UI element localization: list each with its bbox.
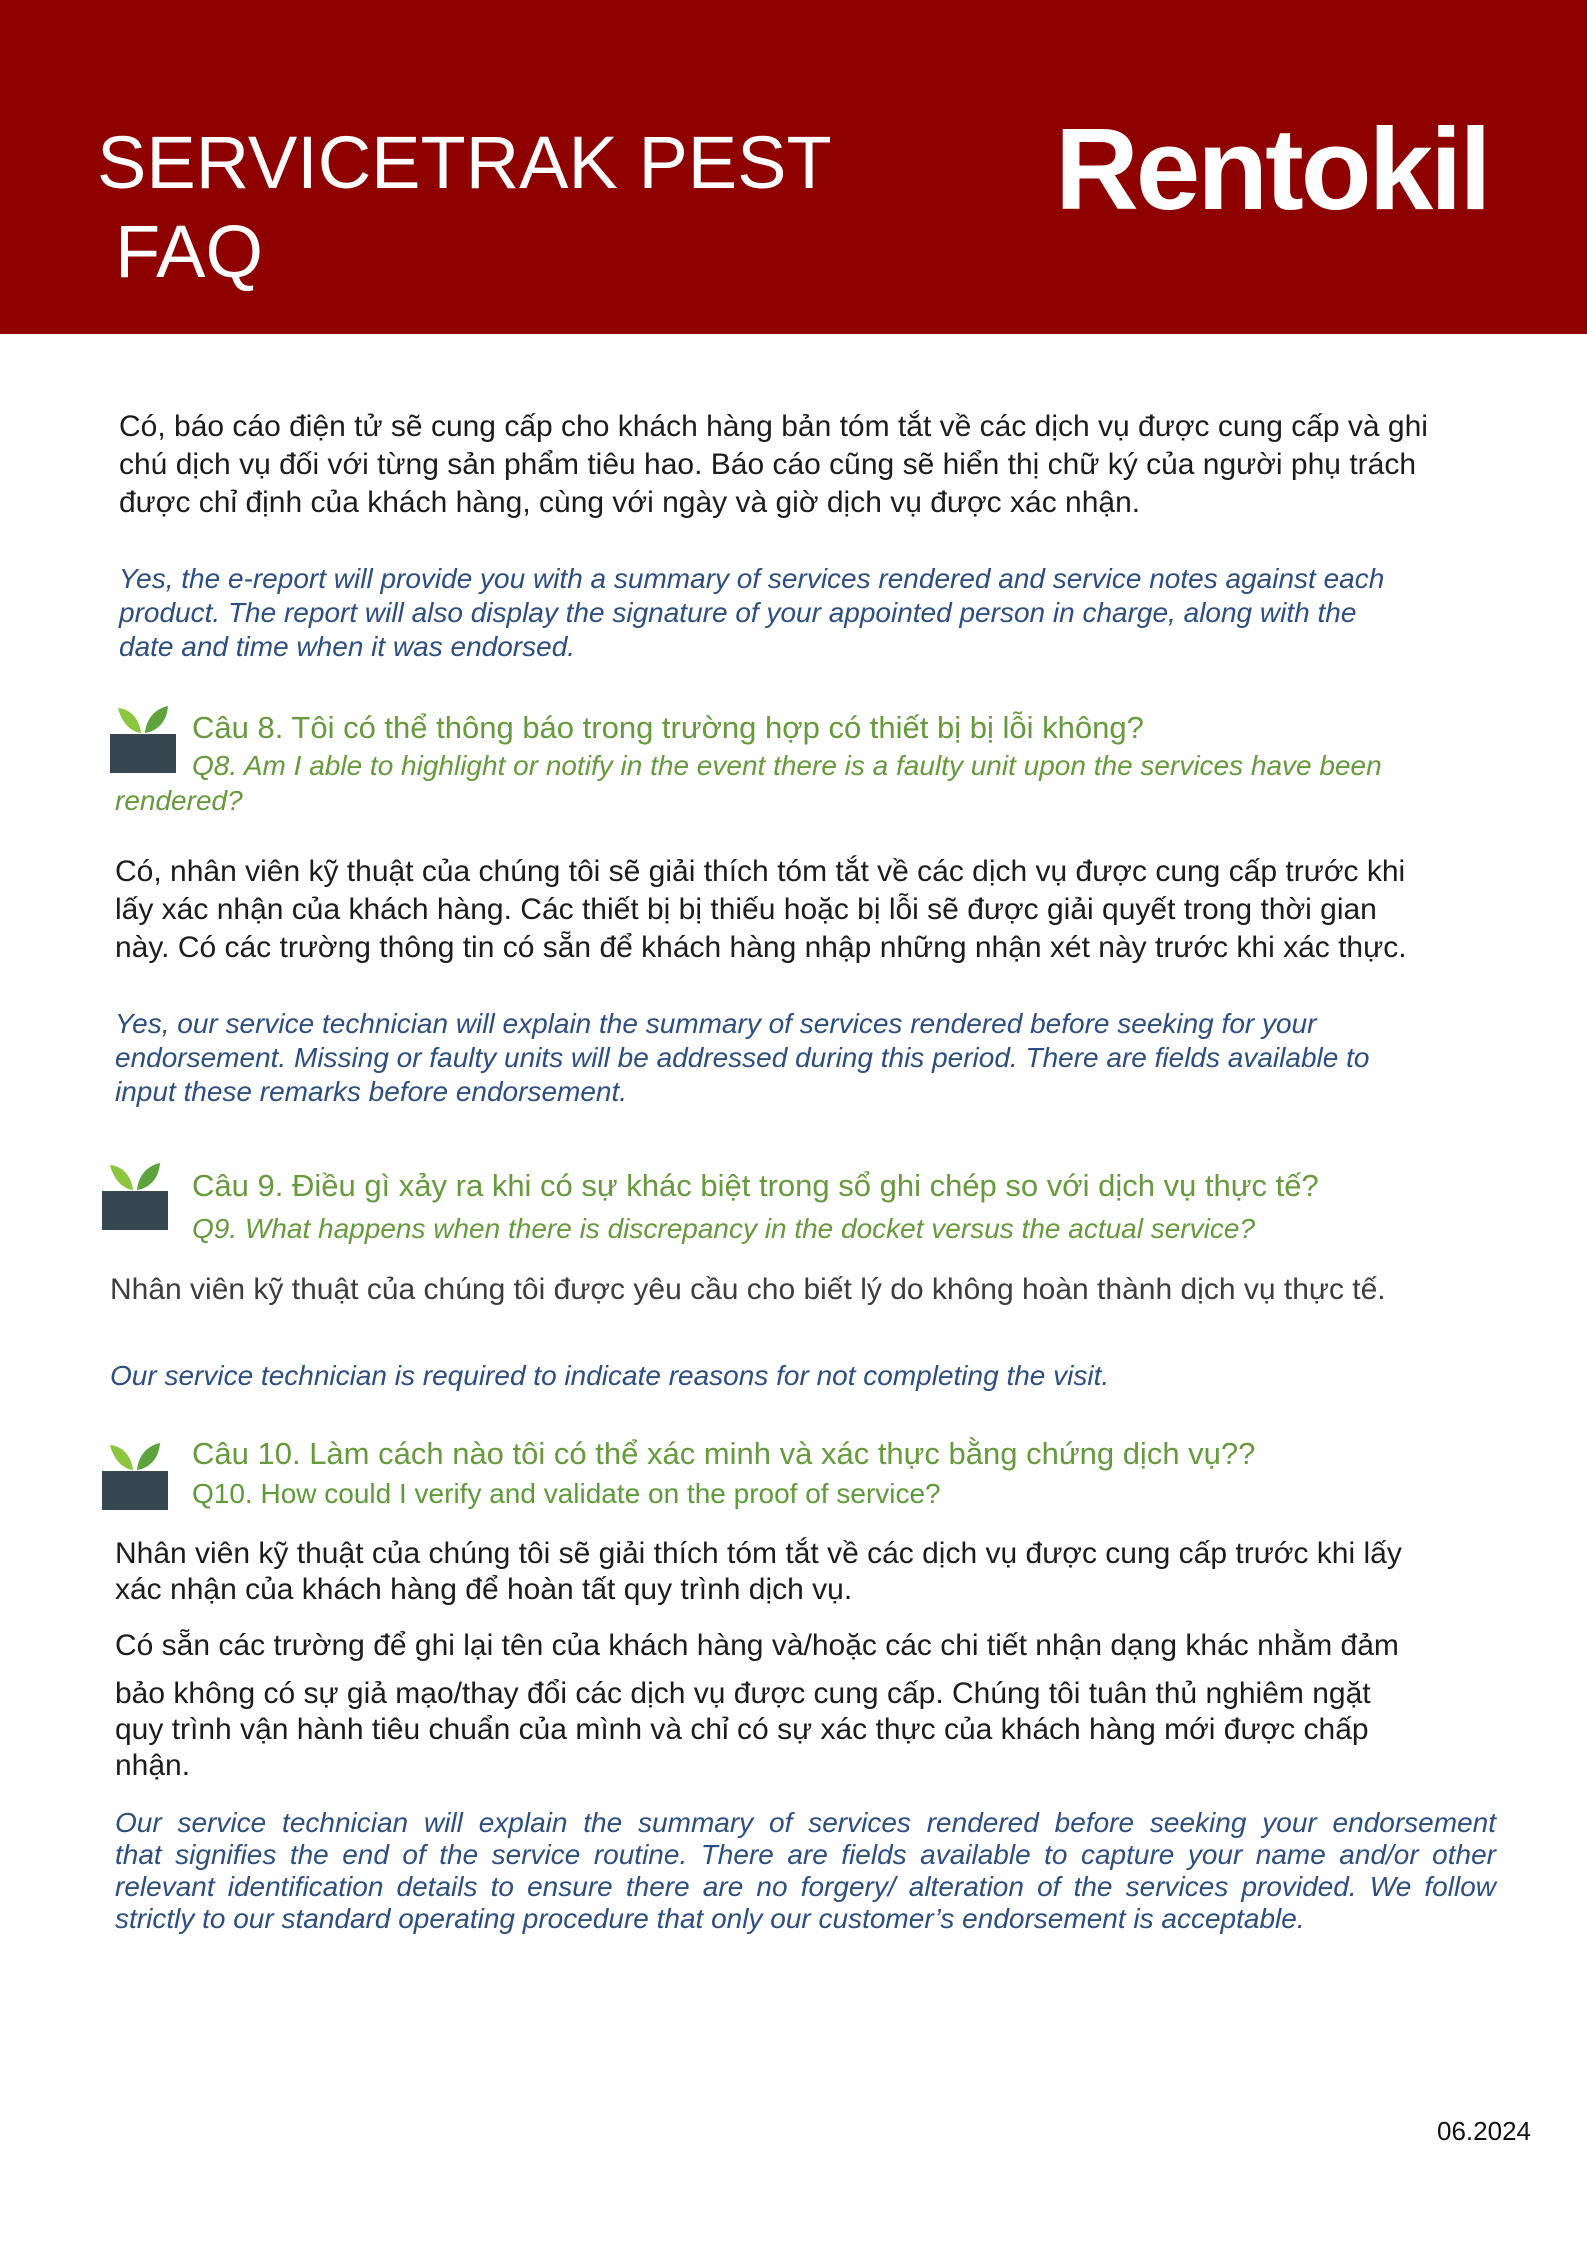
answer-line: Yes, the e-report will provide you with a summary of services rendered and service notes against each (119, 563, 1385, 594)
sprout-icon (102, 1157, 168, 1230)
answer-line: endorsement. Missing or faulty units will be addressed during this period. There are fields available to (115, 1042, 1370, 1073)
icon-base (102, 1471, 168, 1510)
answer-8-en (115, 1007, 1369, 1109)
answer-10-vi-part-1 (115, 1536, 1402, 1608)
sprout-icon (102, 1437, 168, 1510)
answer-9-vi (110, 1271, 1386, 1309)
answer-line: bảo không có sự giả mạo/thay đổi các dịch vụ được cung cấp. Chúng tôi tuân thủ nghiêm ngặt (115, 1677, 1371, 1710)
answer-line: that signifies the end of the service routine. There are fields available to capture your name and/or other (115, 1839, 1496, 1870)
icon-base (110, 734, 176, 773)
answer-line: Our service technician is required to indicate reasons for not completing the visit. (110, 1360, 1110, 1391)
answer-line: chú dịch vụ đối với từng sản phẩm tiêu hao. Báo cáo cũng sẽ hiển thị chữ ký của người phụ trách (119, 448, 1417, 481)
answer-line: input these remarks before endorsement. (115, 1076, 628, 1107)
answer-line: quy trình vận hành tiêu chuẩn của mình và chỉ có sự xác thực của khách hàng mới được chấp (115, 1713, 1369, 1746)
answer-line: Có, nhân viên kỹ thuật của chúng tôi sẽ giải thích tóm tắt về các dịch vụ được cung cấp trước khi (115, 855, 1406, 888)
page-title-line-2: FAQ (115, 210, 264, 293)
question-9-vi: Câu 9. Điều gì xảy ra khi có sự khác biệt trong sổ ghi chép so với dịch vụ thực tế? (192, 1168, 1319, 1203)
answer-line: Có, báo cáo điện tử sẽ cung cấp cho khách hàng bản tóm tắt về các dịch vụ được cung cấp và ghi (119, 410, 1428, 443)
answer-10-vi-part-2 (115, 1628, 1399, 1784)
answer-line: được chỉ định của khách hàng, cùng với ngày và giờ dịch vụ được xác nhận. (119, 486, 1141, 519)
question-8-en-line-1: Q8. Am I able to highlight or notify in the event there is a faulty unit upon the services have been (192, 750, 1382, 781)
header-banner (0, 0, 1587, 334)
q7-answer-en (119, 562, 1384, 664)
answer-9-en (110, 1359, 1109, 1393)
answer-line: nhận. (115, 1749, 191, 1782)
answer-line: Yes, our service technician will explain the summary of services rendered before seeking for your (115, 1008, 1317, 1039)
leaf-left (118, 708, 141, 733)
answer-line: Our service technician will explain the summary of services rendered before seeking your endorsement (115, 1807, 1496, 1838)
sprout-icon (110, 700, 176, 773)
question-9-en: Q9. What happens when there is discrepancy in the docket versus the actual service? (192, 1213, 1256, 1244)
leaf-right (137, 1163, 160, 1190)
page-title-line-1: SERVICETRAK PEST (97, 121, 832, 204)
answer-8-vi (115, 853, 1407, 967)
answer-line: lấy xác nhận của khách hàng. Các thiết bị bị thiếu hoặc bị lỗi sẽ được giải quyết trong thời gian (115, 893, 1377, 926)
answer-line: product. The report will also display the signature of your appointed person in charge, along with the (119, 597, 1357, 628)
question-10-vi: Câu 10. Làm cách nào tôi có thể xác minh và xác thực bằng chứng dịch vụ?? (192, 1436, 1256, 1471)
answer-line: strictly to our standard operating procedure that only our customer’s endorsement is acceptable. (115, 1903, 1305, 1934)
answer-line: date and time when it was endorsed. (119, 631, 576, 662)
answer-line: này. Có các trường thông tin có sẵn để khách hàng nhập những nhận xét này trước khi xác thực. (115, 931, 1407, 964)
leaf-right (137, 1443, 160, 1470)
answer-line: relevant identification details to ensure there are no forgery/ alteration of the services provided. We follow (115, 1871, 1496, 1902)
question-10-en: Q10. How could I verify and validate on the proof of service? (192, 1478, 941, 1509)
question-8-en-line-2: rendered? (115, 785, 243, 816)
answer-line: xác nhận của khách hàng để hoàn tất quy trình dịch vụ. (115, 1573, 853, 1606)
leaf-right (145, 706, 168, 733)
document-date: 06.2024 (1437, 2116, 1531, 2146)
answer-line: Nhân viên kỹ thuật của chúng tôi sẽ giải thích tóm tắt về các dịch vụ được cung cấp trước khi lấy (115, 1537, 1402, 1570)
icon-base (102, 1191, 168, 1230)
question-8-vi: Câu 8. Tôi có thể thông báo trong trường hợp có thiết bị bị lỗi không? (192, 710, 1144, 745)
leaf-left (110, 1445, 133, 1470)
rentokil-logo: Rentokil (1055, 104, 1489, 234)
leaf-left (110, 1165, 133, 1190)
answer-10-en (115, 1807, 1496, 1935)
q7-answer-vi (119, 408, 1428, 522)
answer-line: Nhân viên kỹ thuật của chúng tôi được yêu cầu cho biết lý do không hoàn thành dịch vụ thực tế. (110, 1273, 1386, 1306)
answer-line: Có sẵn các trường để ghi lại tên của khách hàng và/hoặc các chi tiết nhận dạng khác nhằm đảm (115, 1629, 1399, 1662)
